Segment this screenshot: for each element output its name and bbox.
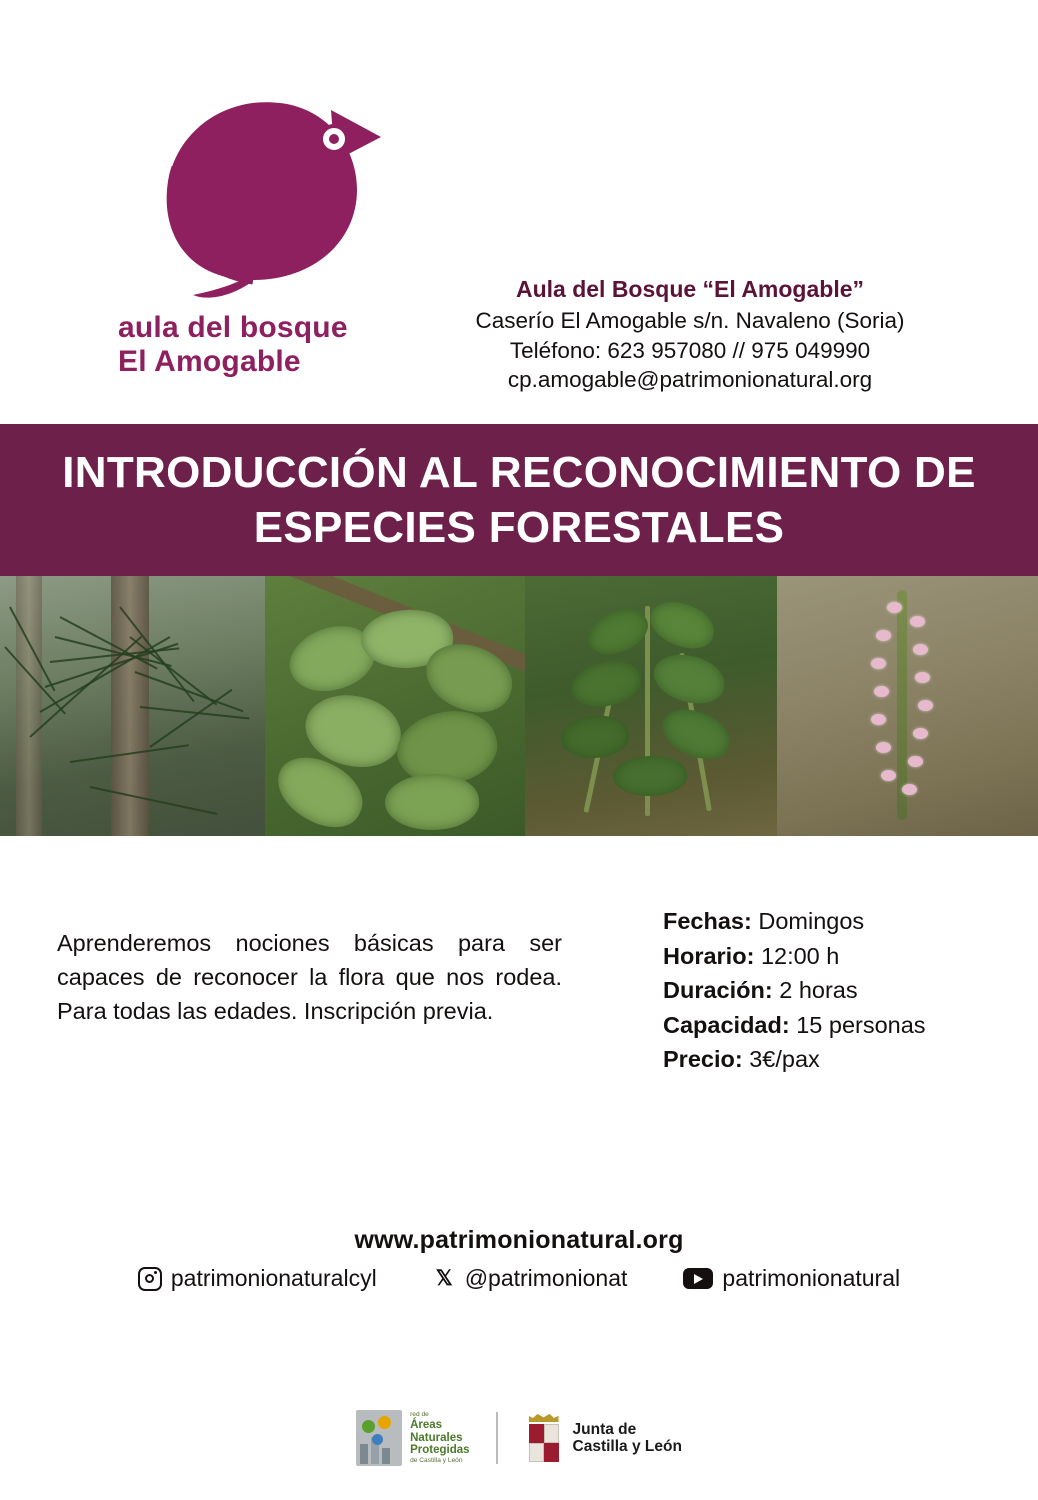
- red-areas-tiny: de Castilla y León: [410, 1457, 463, 1465]
- youtube-handle[interactable]: [683, 1265, 900, 1292]
- twitter-handle[interactable]: [433, 1265, 628, 1292]
- detail-value: Domingos: [758, 908, 865, 934]
- aula-del-bosque-logo: [100, 75, 430, 378]
- red-areas-naturales-logo: [356, 1410, 469, 1466]
- poster-title: INTRODUCCIÓN AL RECONOCIMIENTO DE ESPECIES FORESTALES: [0, 424, 1038, 576]
- footer-divider: [496, 1412, 498, 1464]
- venue-address: Caserío El Amogable s/n. Navaleno (Soria): [475, 307, 905, 333]
- bird-logo-icon: [135, 75, 395, 305]
- youtube-icon: [683, 1268, 713, 1289]
- description-text: Aprenderemos nociones básicas para ser capaces de reconocer la flora que nos rodea. Para todas las edades. Inscripción previa.: [57, 930, 562, 1025]
- twitter-label: @patrimonionat: [464, 1265, 628, 1291]
- x-twitter-icon: 𝕏: [435, 1267, 453, 1290]
- detail-value: 3€/pax: [749, 1046, 820, 1073]
- detail-value: 12:00 h: [760, 942, 840, 969]
- pine-needles-photo: [0, 576, 265, 836]
- website-link[interactable]: www.patrimonionatural.org: [354, 1226, 684, 1254]
- details-list: [663, 904, 1003, 1077]
- logo-line-1: aula del bosque: [118, 311, 348, 344]
- logo-line-2: El Amogable: [118, 344, 301, 378]
- heather-flower-photo: [777, 576, 1038, 836]
- logo-wordmark: [100, 311, 430, 378]
- social-section: [0, 1226, 1038, 1292]
- detail-value: 2 horas: [779, 977, 858, 1004]
- detail-value: 15 personas: [796, 1011, 926, 1038]
- instagram-icon: [138, 1267, 162, 1291]
- red-areas-wordmark: [410, 1411, 469, 1464]
- detail-row: [663, 973, 1003, 1008]
- poster-header: [0, 0, 1038, 424]
- junta-castilla-leon-logo: [524, 1413, 682, 1463]
- instagram-handle[interactable]: [138, 1265, 377, 1292]
- red-areas-line-1: Áreas: [410, 1418, 443, 1431]
- photo-strip: [0, 576, 1038, 836]
- detail-row: [663, 904, 1003, 939]
- bird-logo-svg: [135, 75, 395, 305]
- venue-email: cp.amogable@patrimonionatural.org: [507, 367, 873, 393]
- detail-row: [663, 1008, 1003, 1043]
- red-areas-icon: [356, 1410, 402, 1466]
- venue-phone: Teléfono: 623 957080 // 975 049990: [509, 337, 871, 363]
- red-areas-line-2: Naturales: [410, 1431, 463, 1444]
- green-shrub-photo: [525, 576, 777, 836]
- junta-line-1: Junta de: [572, 1420, 637, 1438]
- instagram-label: patrimonionaturalcyl: [170, 1265, 377, 1291]
- oak-leaves-photo: [265, 576, 525, 836]
- contact-info: [410, 274, 970, 395]
- social-handles: [0, 1265, 1038, 1292]
- detail-key: Precio:: [663, 1046, 743, 1073]
- detail-row: [663, 1042, 1003, 1077]
- venue-name: Aula del Bosque “El Amogable”: [515, 276, 865, 302]
- junta-shield-icon: [524, 1413, 564, 1463]
- detail-key: Capacidad:: [663, 1011, 790, 1038]
- red-areas-small: red de: [410, 1411, 429, 1419]
- youtube-label: patrimonionatural: [722, 1265, 901, 1291]
- junta-line-2: Castilla y León: [572, 1438, 682, 1455]
- junta-wordmark: [573, 1421, 682, 1455]
- footer-logos: [0, 1410, 1038, 1466]
- detail-row: [663, 939, 1003, 974]
- detail-key: Fechas:: [663, 908, 752, 934]
- poster-body: [0, 836, 1038, 1500]
- detail-key: Duración:: [663, 977, 773, 1004]
- red-areas-line-3: Protegidas: [410, 1444, 470, 1457]
- detail-key: Horario:: [663, 942, 755, 969]
